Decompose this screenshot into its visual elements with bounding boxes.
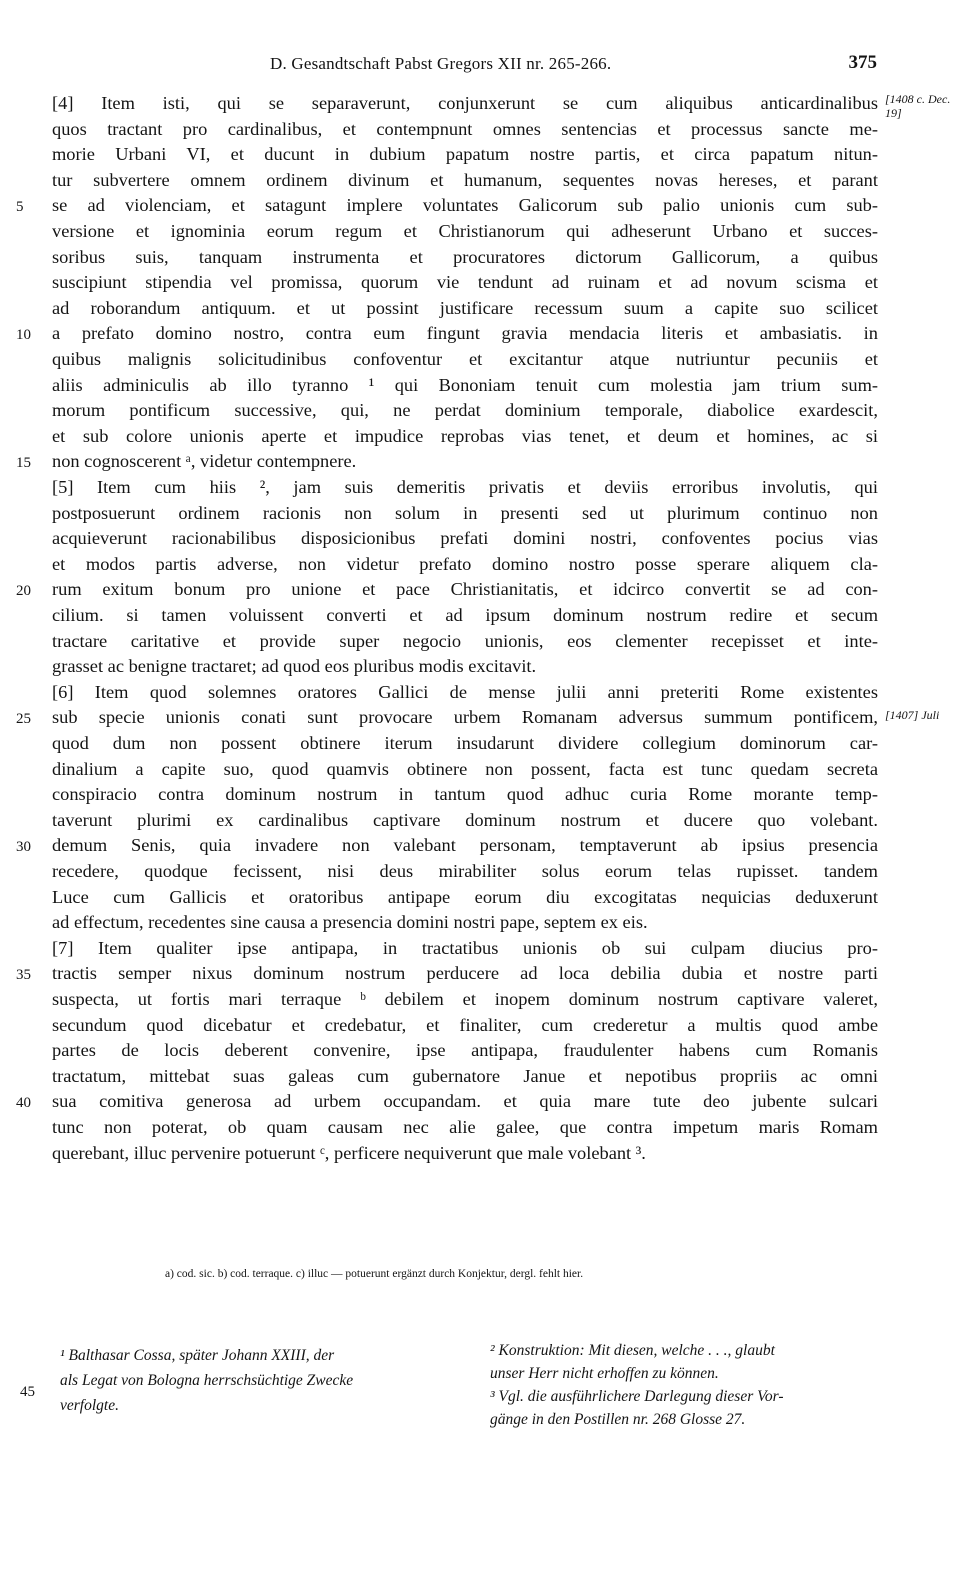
line-number: 45 (20, 1384, 35, 1400)
text-line: postposuerunt ordinem racionis non solum in presenti sed ut plurimum continuo non (52, 502, 878, 523)
line-number: 20 (16, 583, 31, 599)
text-line: [5] Item cum hiis ², jam suis demeritis privatis et deviis erroribus involutis, qui (52, 477, 878, 497)
text-line: querebant, illuc pervenire potuerunt ᶜ, perficere nequiverunt que male volebant ³. (52, 1142, 646, 1163)
text-line: taverunt plurimi ex cardinalibus captivare dominum nostrum et ducere quo volebant. (52, 809, 878, 830)
line-number: 5 (16, 199, 24, 215)
text-line: partes de locis deberent convenire, ipse antipapa, fraudulenter habens cum Romanis (52, 1040, 878, 1061)
margin-date-note: [1407] Juli (885, 708, 940, 722)
footnote-line: ² Konstruktion: Mit diesen, welche . . ., glaubt (490, 1342, 775, 1359)
text-line: se ad violenciam, et satagunt implere voluntates Galicorum sub palio unionis cum sub- (52, 195, 878, 216)
text-line: quod dum non possent obtinere iterum insudarunt dividere collegium dominorum car- (52, 733, 878, 753)
text-line: tractis semper nixus dominum nostrum perducere ad loca debilia dubia et nostre parti (52, 963, 878, 984)
line-number: 25 (16, 711, 31, 727)
footnote-line: verfolgte. (60, 1397, 119, 1414)
text-line: a prefato domino nostro, contra eum fingunt gravia mendacia literis et ambasiatis. in (52, 323, 878, 344)
text-line: ad roborandum antiquum. et ut possint justificare recessum suum a capite suo scilicet (52, 297, 878, 318)
text-line: secundum quod dicebatur et credebatur, et finaliter, cum crederetur a multis quod ambe (52, 1014, 878, 1035)
text-line: dinalium a capite suo, quod quamvis obtinere non possent, facta est tunc quedam secreta (52, 758, 878, 779)
text-line: versione et ignominia eorum regum et Christianorum qui adheserunt Urbano et succes- (52, 221, 878, 241)
text-line: morum pontificum successive, qui, ne perdat dominium temporale, diabolice exardescit, (52, 400, 878, 421)
text-line: sua comitiva generosa ad urbem occupandam. et quia mare tute deo jubente sulcari (52, 1091, 878, 1112)
text-line: tur subvertere omnem ordinem divinum et humanum, sequentes novas hereses, et parant (52, 169, 878, 190)
margin-date-note: [1408 c. Dec. 19] (885, 92, 951, 120)
footnote-line: ¹ Balthasar Cossa, später Johann XXIII, der (60, 1347, 335, 1364)
text-line: [6] Item quod solemnes oratores Gallici de mense julii anni preteriti Rome existentes (52, 681, 878, 702)
line-number: 30 (16, 839, 31, 855)
text-line: demum Senis, quia invadere non valebant personam, temptaverunt ab ipsius presencia (52, 835, 878, 856)
line-number: 40 (16, 1095, 31, 1111)
text-line: quibus malignis solicitudinibus confoventur et excitantur atque nutriuntur pecuniis et (52, 349, 878, 369)
text-line: et modos partis adverse, non videtur prefato domino nostro posse sperare aliquem cla- (52, 553, 878, 574)
text-line: morie Urbani VI, et ducunt in dubium papatum nostre partis, et circa papatum nitun- (52, 144, 878, 165)
line-number: 35 (16, 967, 31, 983)
text-line: sub specie unionis conati sunt provocare urbem Romanam adversus summum pontificem, (52, 707, 878, 728)
text-line: cilium. si tamen voluissent converti et ad ipsum dominum nostrum redire et secum (52, 605, 878, 625)
text-line: quos tractant pro cardinalibus, et contempnunt omnes sentencias et processus sancte me- (52, 118, 878, 139)
critical-apparatus: a) cod. sic. b) cod. terraque. c) illuc — potuerunt ergänzt durch Konjektur, dergl. fehlt hier. (165, 1268, 584, 1280)
line-number: 10 (16, 327, 31, 343)
text-line: conspiracio contra dominum nostrum in tantum quod adhuc curia Rome morante temp- (52, 784, 878, 805)
text-line: et sub colore unionis aperte et impudice reprobas vias tenet, et deum et homines, ac si (52, 425, 878, 446)
text-line: suspecta, ut fortis mari terraque ᵇ debilem et inopem dominum nostrum captivare valeret, (52, 989, 878, 1009)
text-line: tractare caritative et provide super negocio unionis, eos clementer recepisset et inte- (52, 630, 878, 651)
text-line: suscipiunt stipendia vel promissa, quorum vie tendunt ad ruinam et ad novum scisma et (52, 272, 878, 293)
text-line: ad effectum, recedentes sine causa a presencia domini nostri pape, septem ex eis. (52, 912, 648, 933)
text-line: recedere, quodque fecissent, nisi deus mirabiliter solus eorum telas rupisset. tandem (52, 861, 878, 881)
footnote-line: als Legat von Bologna herrschsüchtige Zwecke (60, 1372, 354, 1389)
line-number: 15 (16, 455, 31, 471)
footnote-line: ³ Vgl. die ausführlichere Darlegung dieser Vor- (490, 1388, 784, 1405)
text-line: Luce cum Gallicis et oratoribus antipape eorum diu excogitatas nequicias deduxerunt (52, 886, 878, 907)
text-line: non cognoscerent ᵃ, videtur contempnere. (52, 451, 357, 472)
text-line: [7] Item qualiter ipse antipapa, in tractatibus unionis ob sui culpam diucius pro- (52, 937, 878, 958)
text-line: [4] Item isti, qui se separaverunt, conjunxerunt se cum aliquibus anticardinalibus (52, 93, 878, 113)
text-line: tractatum, mittebat suas galeas cum gubernatore Janue et nepotibus propriis ac omni (52, 1065, 878, 1086)
text-line: aliis adminiculis ab illo tyranno ¹ qui Bononiam tenuit cum molestia jam trium sum- (52, 374, 878, 395)
footnotes-left-column (60, 1344, 460, 1419)
footnote-line: unser Herr nicht erhoffen zu können. (490, 1365, 719, 1382)
running-title: D. Gesandtschaft Pabst Gregors XII nr. 265-266. (270, 54, 612, 73)
text-line: soribus suis, tanquam instrumenta et procuratores dictorum Gallicorum, a quibus (52, 246, 878, 267)
footnotes-right-column (490, 1340, 885, 1432)
text-line: tunc non poterat, ob quam causam nec alie galee, que contra impetum maris Romam (52, 1117, 878, 1137)
page-number: 375 (848, 52, 877, 73)
text-line: grasset ac benigne tractaret; ad quod eos pluribus modis excitavit. (52, 656, 537, 677)
text-line: acquieverunt racionabilibus disposicionibus prefati domini nostri, confoventes pocius vias (52, 528, 878, 549)
footnote-line: gänge in den Postillen nr. 268 Glosse 27. (490, 1411, 746, 1428)
text-line: rum exitum bonum pro unione et pace Christianitatis, et idcirco convertit se ad con- (52, 579, 878, 600)
